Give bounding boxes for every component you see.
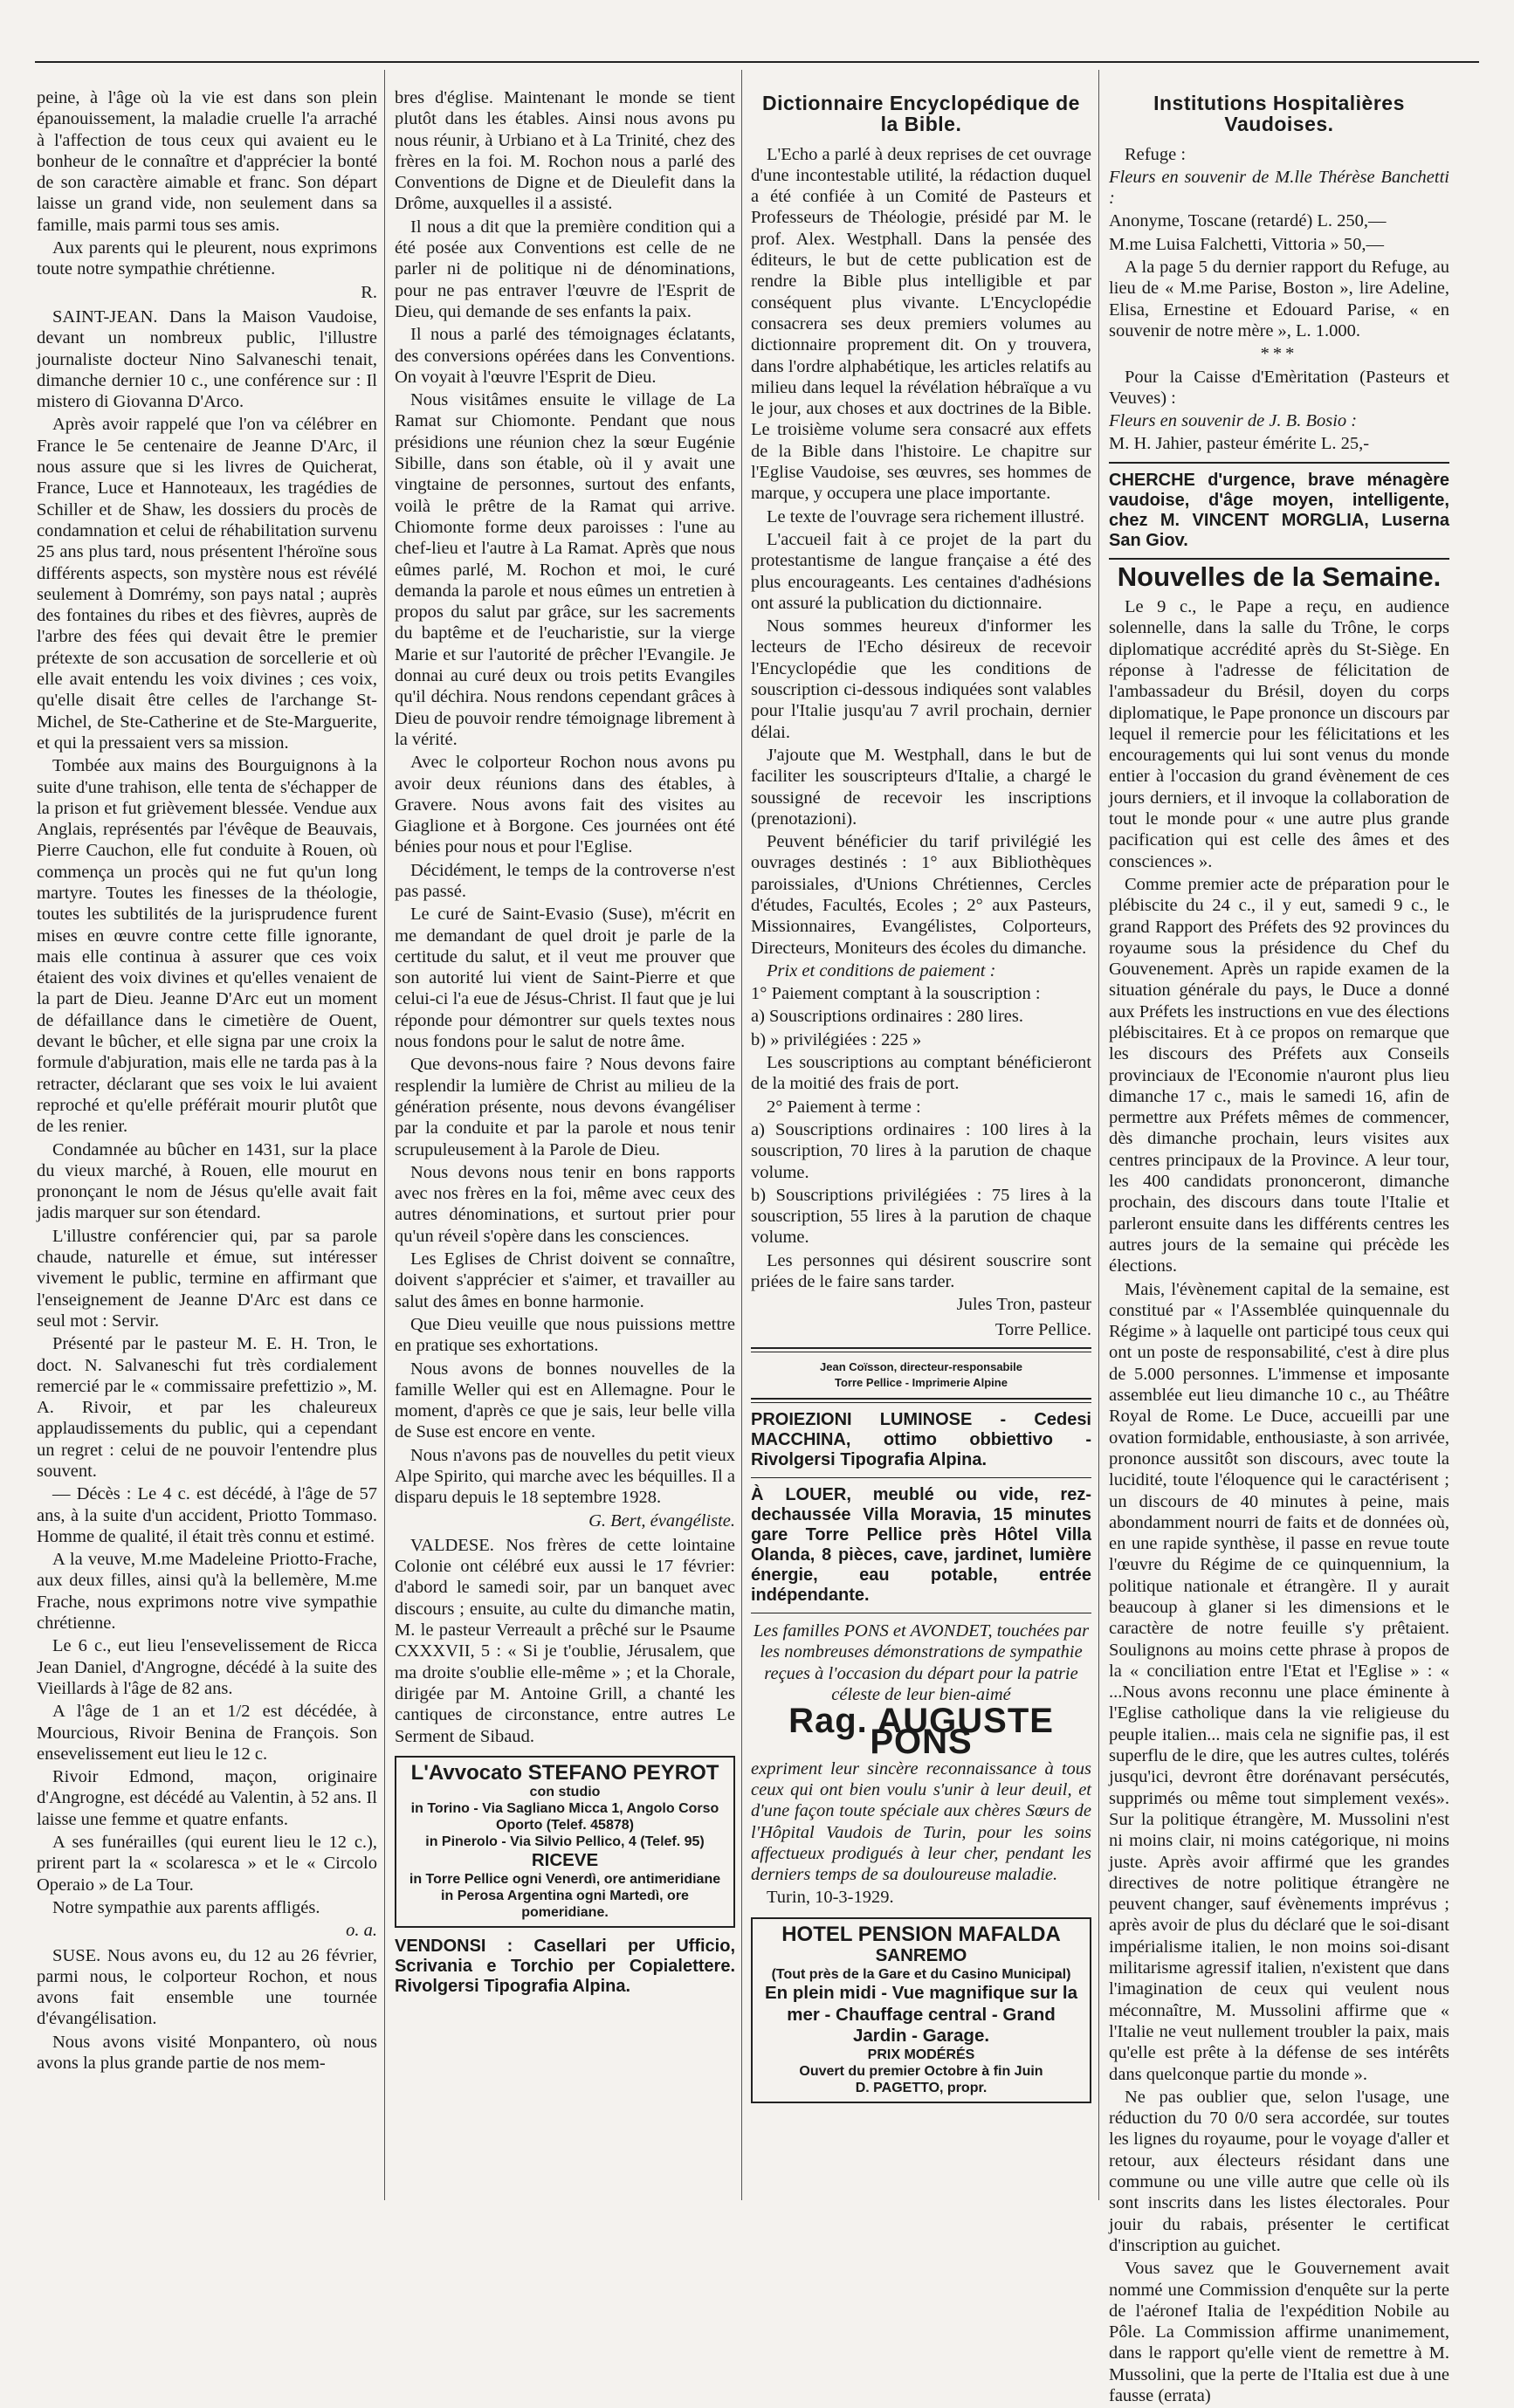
paragraph: Le 9 c., le Pape a reçu, en audience solennelle, dans la salle du Trône, le corps diplomatique accrédité après du St-Siège. En réponse à l'adresse de félicitation de l'ambassadeur du Brésil, doyen du corps diplomatique, le Pape prononce un discours par lequel il remercie pour les félicitations et les encouragements qui lui sont venus du monde entier à l'occasion du grand évènement de ces jours derniers, et il invoque la collaboration de tout le monde pour « une autre plus grande pacification qui est celle des âmes et des consciences ».: [1109, 597, 1449, 871]
paragraph: Nous avons de bonnes nouvelles de la famille Weller qui est en Allemagne. Pour le moment, d'après ce que je sais, leur belle villa de Suse est encore en vente.: [395, 1359, 735, 1442]
paragraph: L'illustre conférencier qui, par sa parole chaude, naturelle et émue, sut intéresser vivement le public, termine en affirmant que l'enseignement de Jeanne D'Arc est dans ce seul mot : Servir.: [37, 1226, 377, 1331]
paragraph: Avec le colporteur Rochon nous avons pu avoir deux réunions dans des étables, à Gravere. Nous avons fait des visites au Giaglione et à Borgone. Ces journées ont été bénies pour nous et pour l'Eglise.: [395, 753, 735, 857]
list-item: M.me Luisa Falchetti, Vittoria » 50,—: [1109, 234, 1384, 254]
ad-hotel: [751, 1917, 1091, 2103]
divider: [751, 1398, 1091, 1403]
divider: [1109, 558, 1449, 560]
paragraph: VALDESE. Nos frères de cette lointaine Colonie ont célébré eux aussi le 17 février: d'abord le samedi soir, par un banquet avec discours ; ensuite, au culte du dimanche matin, M. le pasteur Verreault a prêché sur le Psaume CXXXVII, 5 : « Si je t'oublie, Jérusalem, que ma droite s'oublie elle-même » ; et la Chorale, dirigée par M. Antoine Grill, a chanté les cantiques de circonstance, entre autres Le Serment de Sibaud.: [395, 1535, 735, 1746]
ad-peyrot: [395, 1756, 735, 1929]
paragraph: Après avoir rappelé que l'on va célébrer en France le 5e centenaire de Jeanne D'Arc, il nous assure que si les livres de Quicherat, France, Luce et Hannoteaux, les tragédies de Schiller et de Shaw, les dossiers du procès de condamnation et celui de réhabilitation survenu 25 ans plus tard, nous présentent l'héroïne sous différents aspects, son mystère nous est révélé seulement à Domrémy, son pays natal ; auprès des fontaines du ribes et des fièvres, auprès de l'arbre des fées qui devait être le premier prétexte de son accusation de sorcellerie et où elle avait entendu les voix divines ; ces voix, qu'elle disait être celles de l'archange St-Michel, de Ste-Catherine et de Ste-Marguerite, et qui la pressaient vers sa mission.: [37, 415, 377, 753]
paragraph: Le curé de Saint-Evasio (Suse), m'écrit en me demandant de quel droit je parle de la certitude du salut, et il veut me prouver que son autorité lui vient de Saint-Pierre et que celui-ci l'a eue de Jésus-Christ. Il faut que je lui réponde pour démontrer sur quels textes nous nous fondons pour le salut de notre âme.: [395, 905, 735, 1052]
ad-a-louer: À LOUER, meublé ou vide, rez-dechaussée Villa Moravia, 15 minutes gare Torre Pellice près Hôtel Villa Olanda, 8 pièces, cave, jardinet, lumière énergie, eau potable, entrée indépendante.: [751, 1484, 1091, 1605]
top-rule: [35, 61, 1479, 63]
paragraph: Ne pas oublier que, selon l'usage, une réduction du 70 0/0 sera accordée, sur toutes les lignes du royaume, pour le voyage d'aller et retour, aux électeurs résidant dans une commune ou une ville autre que celle où ils sont inscrits dans les listes électorales. Pour jouir du rabais, présenter le certificat d'inscription au guichet.: [1109, 2087, 1449, 2255]
paragraph: Rivoir Edmond, maçon, originaire d'Angrogne, est décédé au Valentin, à 52 ans. Il laisse une femme et quatre enfants.: [37, 1767, 377, 1829]
paragraph: Turin, 10-3-1929.: [767, 1888, 894, 1908]
ad-line: con studio: [529, 1785, 601, 1800]
paragraph: Décidément, le temps de la controverse n'est pas passé.: [395, 860, 735, 901]
paragraph: Pour la Caisse d'Emèritation (Pasteurs et Veuves) :: [1109, 367, 1449, 408]
ad-line: RICEVE: [531, 1850, 599, 1871]
paragraph: SUSE. Nous avons eu, du 12 au 26 février, parmi nous, le colporteur Rochon, et nous avons fait ensemble une tournée d'évangélisation.: [37, 1945, 377, 2029]
paragraph: A la veuve, M.me Madeleine Priotto-Frache, aux deux filles, ainsi qu'à la bellemère, M.me Frache, nous exprimons notre vive sympathie chrétienne.: [37, 1550, 377, 1634]
column-separator: [1098, 70, 1099, 2200]
list-item: M. H. Jahier, pasteur émérite L. 25,-: [1109, 434, 1370, 454]
section-heading: Dictionnaire Encyclopédique de la Bible.: [762, 92, 1080, 136]
paragraph: b) » privilégiées : 225 »: [751, 1029, 922, 1049]
paragraph: Présenté par le pasteur M. E. H. Tron, le doct. N. Salvaneschi fut très cordialement remercié par le « commissaire prefettizio », M. A. Rivoir, et par les chaleureux applaudissements du public, qui a cependant un regret : celui de ne pouvoir l'entendre plus souvent.: [37, 1334, 377, 1481]
paragraph: L'Echo a parlé à deux reprises de cet ouvrage d'une incontestable utilité, la rédaction duquel a été confiée à un Comité de Pasteurs et Professeurs de Théologie, présidé par M. le prof. Alex. Westphall. Dans la pensée des éditeurs, le but de cette publication est de rendre la Bible plus intelligible et par conséquent plus vivante. L'Encyclopédie consacrera ses deux premiers volumes au dictionnaire proprement dit. On y trouvera, dans l'ordre alphabétique, les articles relatifs au milieu dans lequel la révélation hébraïque a vu le jour, aux choses et aux doctrines de la Bible. Le troisième volume sera consacré aux effets de la Bible dans l'histoire. Le chapitre sur l'Eglise Vaudoise, ses œuvres, ses hommes de marque, y occupera une place importante.: [751, 144, 1091, 504]
ad-vendonsi: VENDONSI : Casellari per Ufficio, Scrivania e Torchio per Copialettere. Rivolgersi Tipografia Alpina.: [395, 1937, 735, 1997]
editor-line: Jean Coïsson, directeur-responsabile: [820, 1359, 1022, 1373]
paragraph: Que Dieu veuille que nous puissions mettre en pratique ses exhortations.: [395, 1314, 735, 1356]
divider: [751, 1347, 1091, 1352]
paragraph: Notre sympathie aux parents affligés.: [52, 1897, 320, 1917]
paragraph: Condamnée au bûcher en 1431, sur la place du vieux marché, à Rouen, elle mourut en prononçant le nom de Jésus qu'elle avait fait jadis marquer sur son étendard.: [37, 1139, 377, 1223]
paragraph: SAINT-JEAN. Dans la Maison Vaudoise, devant un nombreux public, l'illustre journaliste docteur Nino Salvaneschi tenait, dimanche dernier 10 c., une conférence sur : Il mistero di Giovanna D'Arco.: [37, 306, 377, 412]
column-separator: [741, 70, 742, 2200]
paragraph: a) Souscriptions ordinaires : 100 lires à la souscription, 70 lires à la parution de chaque volume.: [751, 1119, 1091, 1182]
column-4: [1109, 87, 1449, 2408]
paragraph: Nous devons nous tenir en bons rapports avec nos frères en la foi, même avec ceux des autres dénominations, et surtout prier pour qu'un réveil s'opère dans les consciences.: [395, 1162, 735, 1246]
column-3: [751, 87, 1091, 2112]
signature: G. Bert, évangéliste.: [588, 1510, 735, 1531]
paragraph: Comme premier acte de préparation pour le plébiscite du 24 c., il y eut, samedi 9 c., le grand Rapport des Préfets des 92 provinces du royaume sous la présidence du Chef du Gouvenement. Après un rapide examen de la situation générale du pays, le Duce a donné aux Préfets les instructions en vue des élections plébiscitaires. Et à ce propos on remarque que les discours des Préfets aux Conseils provinciaux de l'Economie n'auront plus lieu dimanche 17 c., mais le samedi 16, afin de permettre aux Préfets mêmes de commencer, dès dimanche prochain, leurs visites aux centres principaux de la Province. A leur tour, les 400 candidats prononceront, dimanche prochain, des discours dans toute l'Italie et parleront ensuite dans les différents centres les autres jours de la semaine qui précède les élections.: [1109, 874, 1449, 1276]
section-heading: Nouvelles de la Semaine.: [1117, 561, 1442, 592]
paragraph: J'ajoute que M. Westphall, dans le but de faciliter les souscripteurs d'Italie, a chargé le soussigné de recevoir les inscriptions (prenotazioni).: [751, 745, 1091, 829]
signature: Jules Tron, pasteur: [956, 1295, 1091, 1315]
printer-line: Torre Pellice - Imprimerie Alpine: [835, 1375, 1008, 1389]
ad-line: (Tout près de la Gare et du Casino Municipal): [771, 1967, 1071, 1983]
paragraph: Les souscriptions au comptant bénéficieront de la moitié des frais de port.: [751, 1053, 1091, 1094]
paragraph: b) Souscriptions privilégiées : 75 lires à la souscription, 55 lires à la parution de chaque volume.: [751, 1185, 1091, 1248]
paragraph: Il nous a parlé des témoignages éclatants, des conversions opérées dans les Conventions. On voyait à l'œuvre l'Esprit de Dieu.: [395, 325, 735, 387]
divider: [751, 1477, 1091, 1478]
ad-line: Ouvert du premier Octobre à fin Juin: [799, 2064, 1043, 2080]
paragraph: Nous n'avons pas de nouvelles du petit vieux Alpe Spirito, qui marche avec les béquilles. Il a disparu depuis le 18 septembre 1928.: [395, 1445, 735, 1508]
paragraph: expriment leur sincère reconnaissance à tous ceux qui ont bien voulu s'unir à leur deuil, et d'une façon toute spéciale aux chères Sœurs de l'Hôpital Vaudois de Turin, pour les soins affectueux prodigués à leur cher, pendant les derniers temps de sa douloureuse maladie.: [751, 1758, 1091, 1885]
ad-line: SANREMO: [875, 1945, 967, 1966]
paragraph: Aux parents qui le pleurent, nous exprimons toute notre sympathie chrétienne.: [37, 238, 377, 279]
paragraph: Le 6 c., eut lieu l'ensevelissement de Ricca Jean Daniel, d'Angrogne, décédé à la suite des Vieillards à l'âge de 82 ans.: [37, 1636, 377, 1698]
column-1: [37, 87, 377, 2075]
paragraph: Les familles PONS et AVONDET, touchées par les nombreuses démonstrations de sympathie reçues à l'occasion du départ pour la patrie céleste de leur bien-aimé: [753, 1620, 1090, 1704]
ad-title: L'Avvocato STEFANO PEYROT: [410, 1760, 719, 1785]
ad-line: D. PAGETTO, propr.: [855, 2081, 988, 2096]
column-2: [395, 87, 735, 2002]
ad-cherche: CHERCHE d'urgence, brave ménagère vaudoise, d'âge moyen, intelligente, chez M. VINCENT MORGLIA, Luserna San Giov.: [1109, 470, 1449, 550]
paragraph: Le texte de l'ouvrage sera richement illustré.: [767, 506, 1084, 526]
ad-line: En plein midi - Vue magnifique sur la mer - Chauffage central - Grand Jardin - Garage.: [764, 1983, 1078, 2046]
paragraph: A l'âge de 1 an et 1/2 est décédée, à Mourcious, Rivoir Benina de François. Son ensevelissement eut lieu le 12 c.: [37, 1702, 377, 1764]
ad-line: in Pinerolo - Via Silvio Pellico, 4 (Telef. 95): [425, 1834, 705, 1850]
paragraph: peine, à l'âge où la vie est dans son plein épanouissement, la maladie cruelle l'a arraché à l'affection de tous ceux qui avaient eu le bonheur de le connaître et d'apprécier la bonté de son caractère aimable et franc. Son départ laisse un grand vide, non seulement dans sa famille, mais parmi tous ses amis.: [37, 88, 377, 235]
ad-line: in Perosa Argentina ogni Martedì, ore pomeridiane.: [441, 1889, 689, 1921]
paragraph: Nous visitâmes ensuite le village de La Ramat sur Chiomonte. Pendant que nous présidions une réunion chez la sœur Eugénie Sibille, dans son étable, où il y avait une vingtaine de personnes, surtout des enfants, voilà le prêtre de la Ramat qui arrive. Chiomonte forme deux paroisses : l'une au chef-lieu et l'autre à La Ramat. Après que nous eûmes parlé, M. Rochon et moi, le curé demanda la parole et nous eûmes un entretien à propos du salut par grâce, sur les sacrements du baptême et de l'eucharistie, sur la vierge Marie et sur l'autorité de prêcher l'Evangile. Je donnai au curé deux ou trois petits Evangiles qu'il déchira. Nous rendons cependant grâces à Dieu de pouvoir rendre témoignage librement à la vérité.: [395, 390, 735, 749]
divider: [1109, 462, 1449, 464]
paragraph: Que devons-nous faire ? Nous devons faire resplendir la lumière de Christ au milieu de la génération présente, nous devons évangéliser par la conduite et par la parole et nous tenir scrupuleusement à la Parole de Dieu.: [395, 1055, 735, 1159]
paragraph: Vous savez que le Gouvernement avait nommé une Commission d'enquête sur la perte de l'aéronef Italia de l'expédition Nobile au Pôle. La Commission affirme unanimement, dans le rapport qu'elle vient de remettre à M. Mussolini, que la perte de l'Italia est due à une fausse (errata): [1109, 2259, 1449, 2405]
signature: R.: [361, 282, 377, 302]
paragraph: Refuge :: [1125, 144, 1187, 164]
separator-stars: ***: [1260, 344, 1298, 364]
signature: Torre Pellice.: [994, 1319, 1091, 1339]
paragraph: Tombée aux mains des Bourguignons à la suite d'une trahison, elle tenta de s'échapper de la prison et fut grièvement blessée. Vendue aux Anglais, représentés par l'évêque de Beauvais, Pierre Cauchon, elle fut conduite à Rouen, où commença un procès qui ne fut qu'un long martyre. Toutes les finesses de la théologie, toutes les subtilités de la jurisprudence furent mises en œuvre contre cette fille ignorante, mais elle continua à assurer que ces voix étaient des voix divines et qu'elles venaient de la part de Dieu. Jeanne D'Arc eut un moment de défaillance dans le cimetière de Ouent, devant le bûcher, et elle signa par une croix la formule d'abjuration, mais elle ne tarda pas à la retracter, déclarant que ses voix le lui avaient reproché et qu'elle préférait mourir plutôt que de les renier.: [37, 756, 377, 1137]
paragraph: Prix et conditions de paiement :: [767, 960, 996, 980]
paragraph: Il nous a dit que la première condition qui a été posée aux Conventions est celle de ne parler ni de politique ni de dénominations, pour ne pas entraver l'œuvre de l'Esprit de Dieu, qui demande de ses enfants la paix.: [395, 217, 735, 321]
ad-line: in Torino - Via Sagliano Micca 1, Angolo Corso Oporto (Telef. 45878): [410, 1801, 719, 1834]
paragraph: 1° Paiement comptant à la souscription :: [751, 984, 1041, 1004]
paragraph: Nous sommes heureux d'informer les lecteurs de l'Echo désireux de recevoir l'Encyclopédie que les conditions de souscription ci-dessous indiquées sont valables pour l'Italie jusqu'au 7 avril prochain, dernier délai.: [751, 616, 1091, 742]
paragraph: bres d'église. Maintenant le monde se tient plutôt dans les étables. Ainsi nous avons pu nous réunir, à Urbiano et à La Trinité, chez des frères en la foi. M. Rochon nous a parlé des Conventions de Digne et de Dieulefit dans la Drôme, auxquelles il a assisté.: [395, 88, 735, 214]
paragraph: Les Eglises de Christ doivent se connaître, doivent s'apprécier et s'aimer, et travailler au salut des âmes en bonne harmonie.: [395, 1249, 735, 1311]
paragraph: L'accueil fait à ce projet de la part du protestantisme de langue française a été des plus encourageants. Les centaines d'adhésions ont assuré la publication du dictionnaire.: [751, 529, 1091, 613]
paragraph: Peuvent bénéficier du tarif privilégié les ouvrages destinés : 1° aux Bibliothèques paroissiales, d'Unions Chrétiennes, Cercles d'études, Facultés, Ecoles ; 2° aux Pasteurs, Missionnaires, Evangélistes, Colporteurs, Directeurs, Moniteurs des écoles du dimanche.: [751, 832, 1091, 958]
ad-proiezioni: PROIEZIONI LUMINOSE - Cedesi MACCHINA, ottimo obbiettivo - Rivolgersi Tipografia Alpina.: [751, 1409, 1091, 1469]
list-item: Anonyme, Toscane (retardé) L. 250,—: [1109, 211, 1387, 231]
paragraph: Fleurs en souvenir de M.lle Thérèse Banchetti :: [1109, 167, 1449, 209]
ad-name: Rag. AUGUSTE PONS: [788, 1702, 1054, 1762]
paragraph: Les personnes qui désirent souscrire sont priées de le faire sans tarder.: [751, 1250, 1091, 1292]
signature: o. a.: [346, 1921, 377, 1941]
paragraph: 2° Paiement à terme :: [767, 1097, 921, 1117]
paragraph: — Décès : Le 4 c. est décédé, à l'âge de 57 ans, à la suite d'un accident, Priotto Tommaso. Homme de qualité, il était très connu et estimé.: [37, 1484, 377, 1546]
paragraph: A la page 5 du dernier rapport du Refuge, au lieu de « M.me Parise, Boston », lire Adeline, Elisa, Ernestine et Edouard Parise, « en souvenir de notre mère », L. 1.000.: [1109, 258, 1449, 341]
paragraph: A ses funérailles (qui eurent lieu le 12 c.), prirent part la « scolaresca » et le « Circolo Operaio » de La Tour.: [37, 1833, 377, 1895]
paragraph: Nous avons visité Monpantero, où nous avons la plus grande partie de nos mem-: [37, 2032, 377, 2074]
section-heading: Institutions Hospitalières Vaudoises.: [1153, 92, 1405, 136]
paragraph: Fleurs en souvenir de J. B. Bosio :: [1109, 411, 1358, 431]
ad-line: in Torre Pellice ogni Venerdì, ore antimeridiane: [409, 1872, 721, 1888]
column-separator: [384, 70, 385, 2200]
paragraph: a) Souscriptions ordinaires : 280 lires.: [751, 1007, 1024, 1027]
ad-title: HOTEL PENSION MAFALDA: [781, 1922, 1061, 1946]
paragraph: Mais, l'évènement capital de la semaine, est constitué par « l'Assemblée quinquennale du Régime » à laquelle ont participé tous ceux qui ont un poste de responsabilité, c'est à dire plus de 5.000 personnes. L'immense et imposante assemblée eut lieu dimanche 10 c., au Théâtre Royal de Rome. Le Duce, accueilli par une ovation formidable, enthousiaste, à son arrivée, prononce aussitôt son discours, avec toute la lucidité, toute l'éloquence qui le caractérisent ; un discours de 40 minutes à peine, mais abondamment nourri de faits et de données où, en une rapide synthèse, il passe en revue toute l'œuvre du Régime de ce quinquennium, la politique nationale et étrangère. Il y aurait beaucoup à glaner si les dimensions et le caractère de notre feuille s'y prêtaient. Soulignons au moins cette phrase à propos de la « conciliation entre l'Etat et l'Eglise » : « ...Nous avons reconnu une place éminente à l'Eglise catholique dans la vie religieuse du peuple italien... mais cela ne signifie pas, il est superflu de le dire, que les autres cultes, tolérés jusqu'ici, devront être dorénavant persécutés, supprimés ou même tout simplement vexés». Sur la politique étrangère, M. Mussolini n'est ni moins clair, ni moins catégorique, ni moins juste. Après avoir affirmé que les grandes directives de notre politique étrangère ne peuvent changer, sauf évènements imprévus ; après avoir de plus du déclaré que le soi-disant impérialisme italien, le non moins soi-disant militarisme agressif italien, n'existent que dans l'imagination de ceux qui veulent nous méconnaître, M. Mussolini affirme que « l'Italie ne veut nullement troubler la paix, mais qu'elle est prête à la défense de ses intérêts dans quelconque partie du monde ».: [1109, 1279, 1449, 2084]
ad-line: PRIX MODÉRÉS: [867, 2047, 975, 2063]
